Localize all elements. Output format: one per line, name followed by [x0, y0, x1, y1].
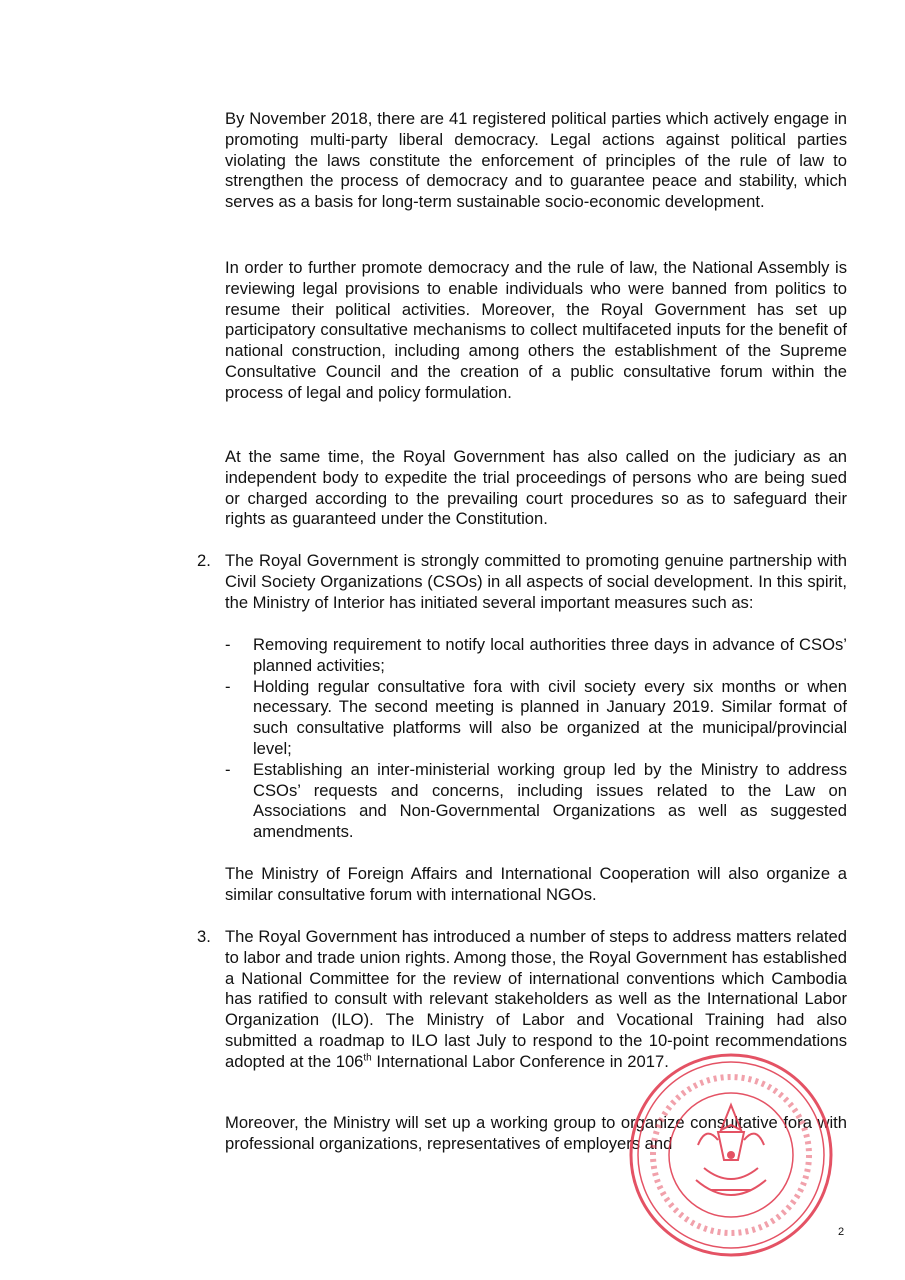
bullet-dash: - — [225, 676, 231, 696]
paragraph-democracy-rule-of-law: In order to further promote democracy and the rule of law, the National Assembly is reviewing legal provisions to enable individuals who were banned from politics to resume their political activities. Moreover, the Royal Government has set up participatory consultative mechanisms to collect multifaceted inputs for the benefit of national construction, including among others the establishment of the Supreme Consultative Council and the creation of a public consultative forum within the process of legal and policy formulation. — [225, 258, 847, 402]
list-item-text: Removing requirement to notify local authorities three days in advance of CSOs’ planned activities; — [253, 635, 847, 675]
item-3-followup: Moreover, the Ministry will set up a working group to organize consultative fora with professional organizations, representatives of employers and — [225, 1113, 847, 1153]
bullet-dash: - — [225, 635, 231, 654]
list-item-text: Establishing an inter-ministerial working group led by the Ministry to address CSOs’ requests and concerns, including issues related to the Law on Associations and Non-Governmental Organizations as well as suggested amendments. — [253, 759, 847, 842]
list-item — [225, 677, 847, 760]
measures-list — [225, 635, 847, 843]
paragraph-judiciary: At the same time, the Royal Government has also called on the judiciary as an independent body to expedite the trial proceedings of persons who are being sued or charged according to the prevailing court procedures so as to safeguard their rights as guaranteed under the Constitution. — [225, 447, 847, 529]
list-item — [225, 760, 847, 843]
item-number-2: 2. — [197, 551, 211, 570]
item-2-followup: The Ministry of Foreign Affairs and International Cooperation will also organize a similar consultative forum with international NGOs. — [225, 864, 847, 904]
page-number: 2 — [838, 1226, 845, 1238]
list-item — [225, 635, 847, 677]
item-number-3: 3. — [197, 927, 211, 946]
bullet-dash: - — [225, 759, 231, 779]
list-item-text: Holding regular consultative fora with civil society every six months or when necessary. The second meeting is planned in January 2019. Similar format of such consultative platforms will also be organized at the municipal/provincial level; — [253, 676, 847, 758]
paragraph-political-parties: By November 2018, there are 41 registered political parties which actively engage in promoting multi-party liberal democracy. Legal actions against political parties violating the laws constitute the enforcement of principles of the rule of law to strengthen the process of democracy and to guarantee peace and stability, which serves as a basis for long-term sustainable socio-economic development. — [225, 109, 847, 212]
official-seal-stamp — [626, 1050, 836, 1260]
item-3-text-main: The Royal Government has introduced a number of steps to address matters related to labor and trade union rights. Among those, the Royal Government has established a National Committee for the review of international conventions which Cambodia has ratified to consult with relevant stakeholders as well as the International Labor Organization (ILO). The Ministry of Labor and Vocational Training had also submitted a roadmap to ILO last July to respond to the 10-point recommendations adopted at the 106 — [225, 927, 847, 1071]
item-2-text: The Royal Government is strongly committed to promoting genuine partnership with Civil Society Organizations (CSOs) in all aspects of social development. In this spirit, the Ministry of Interior has initiated several important measures such as: — [225, 551, 847, 612]
ordinal-suffix: th — [363, 1052, 372, 1064]
item-3-text-end: International Labor Conference in 2017. — [371, 1051, 669, 1071]
